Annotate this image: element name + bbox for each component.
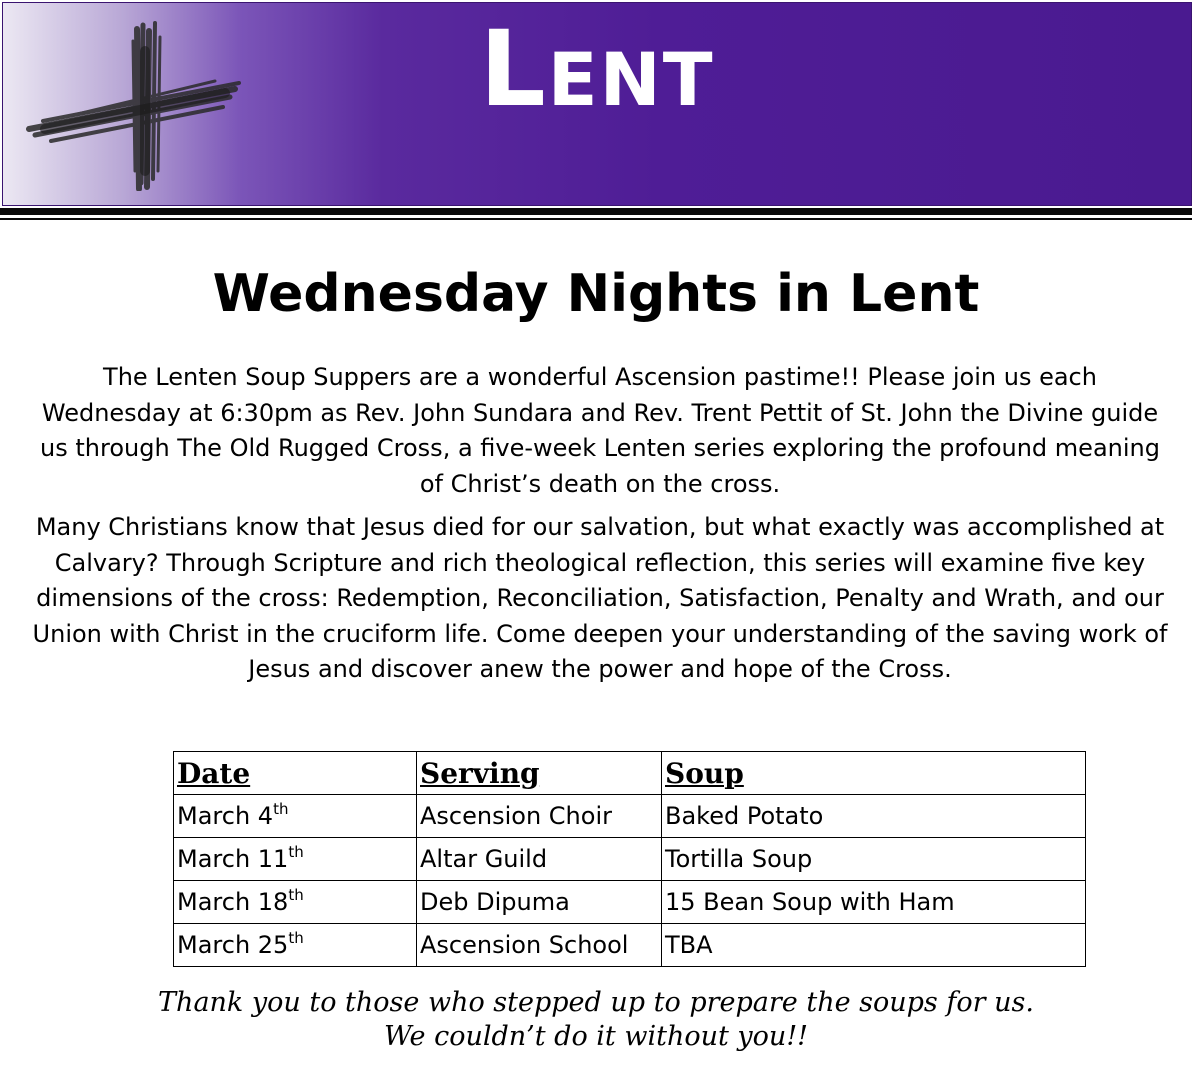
date-suffix: th [288,843,304,861]
soup-cell: Tortilla Soup [662,838,1086,881]
table-row [174,924,1086,967]
table-row [174,795,1086,838]
date-cell [174,881,417,924]
thank-you-line-2: We couldn’t do it without you!! [383,1021,809,1052]
date-text: March 25 [177,931,289,959]
serving-cell: Ascension School [417,924,662,967]
date-cell [174,795,417,838]
header-date: Date [174,752,417,795]
date-text: March 4 [177,802,274,830]
thank-you-note [0,986,1192,1054]
serving-cell: Deb Dipuma [417,881,662,924]
header-soup: Soup [662,752,1086,795]
banner-title: Lent [479,8,715,130]
date-text: March 18 [177,888,289,916]
thank-you-line-1: Thank you to those who stepped up to prepare the soups for us. [158,987,1034,1018]
serving-cell: Ascension Choir [417,795,662,838]
table-header-row [174,752,1086,795]
header-rule-thick [0,208,1192,215]
date-cell [174,924,417,967]
soup-schedule-table [173,751,1086,967]
soup-cell: TBA [662,924,1086,967]
serving-cell: Altar Guild [417,838,662,881]
page-heading: Wednesday Nights in Lent [212,264,980,324]
date-text: March 11 [177,845,289,873]
table-row [174,838,1086,881]
table-row [174,881,1086,924]
header-serving: Serving [417,752,662,795]
header-rule-thin [0,218,1192,220]
soup-cell: Baked Potato [662,795,1086,838]
intro-paragraph: The Lenten Soup Suppers are a wonderful Ascension pastime!! Please join us each Wednesday at 6:30pm as Rev. John Sundara and Rev. Trent Pettit of St. John the Divine guide us through The Old Rugged Cross, a five-week Lenten series exploring the profound meaning of Christ’s death on the cross. [40,363,1160,498]
date-suffix: th [273,800,289,818]
date-suffix: th [288,886,304,904]
date-suffix: th [288,929,304,947]
soup-cell: 15 Bean Soup with Ham [662,881,1086,924]
lent-banner [2,2,1192,206]
series-paragraph: Many Christians know that Jesus died for our salvation, but what exactly was accomplished at Calvary? Through Scripture and rich theological reflection, this series will examine five key dimensions of the cross: Redemption, Reconciliation, Satisfaction, Penalty and Wrath, and our Union with Christ in the cruciform life. Come deepen your understanding of the saving work of Jesus and discover anew the power and hope of the Cross. [32,513,1168,683]
date-cell [174,838,417,881]
